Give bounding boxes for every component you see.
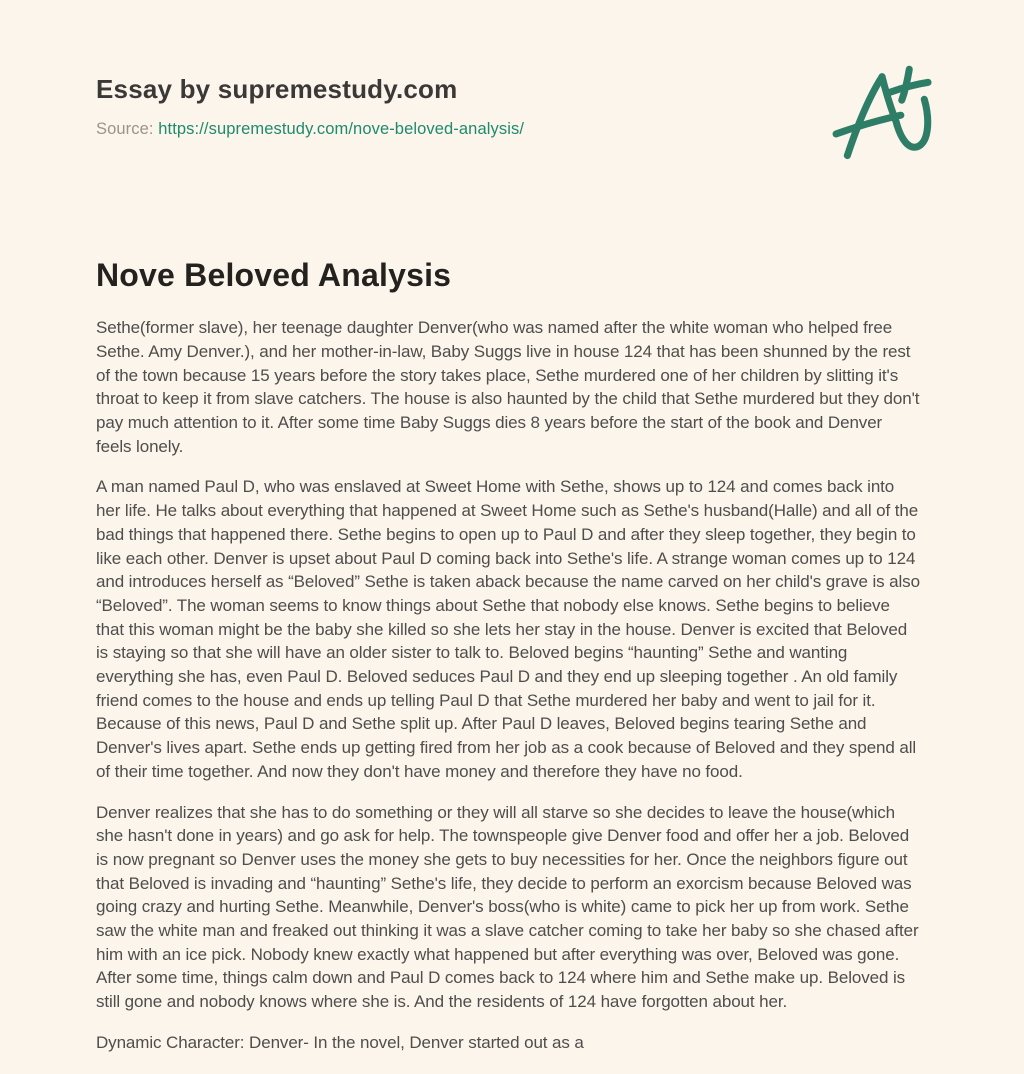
essay-paragraph: Sethe(former slave), her teenage daughter Denver(who was named after the white woman who helped free Sethe. Amy Denver.), and her mother-in-law, Baby Suggs live in house 124 that has been shunned by the rest of the town because 15 years before the story takes place, Sethe murdered one of her children by slitting it's throat to keep it from slave catchers. The house is also haunted by the child that Sethe murdered but they don't pay much attention to it. After some time Baby Suggs dies 8 years before the start of the book and Denver feels lonely.	[96, 318, 920, 456]
essay-body	[96, 316, 922, 1054]
essay-paragraph: Dynamic Character: Denver- In the novel, Denver started out as a	[96, 1032, 584, 1052]
page-header	[96, 74, 922, 139]
source-label: Source:	[96, 120, 154, 139]
site-title: Essay by supremestudy.com	[96, 74, 458, 104]
source-line	[96, 120, 922, 139]
essay-content	[96, 255, 922, 1054]
essay-paragraph: Denver realizes that she has to do something or they will all starve so she decides to leave the house(which she hasn't done in years) and go ask for help. The townspeople give Denver food and offer her a job. Beloved is now pregnant so Denver uses the money she gets to buy necessities for her. Once the neighbors figure out that Beloved is invading and “haunting” Sethe's life, they decide to perform an exorcism because Beloved was going crazy and hurting Sethe. Meanwhile, Denver's boss(who is white) came to pick her up from work. Sethe saw the white man and freaked out thinking it was a slave catcher coming to take her baby so she chased after him with an ice pick. Nobody knew exactly what happened but after everything was over, Beloved was gone. After some time, things calm down and Paul D comes back to 124 where him and Sethe make up. Beloved is still gone and nobody knows where she is. And the residents of 124 have forgotten about her.	[96, 802, 919, 1012]
source-link[interactable]: https://supremestudy.com/nove-beloved-analysis/	[158, 120, 524, 139]
essay-paragraph: A man named Paul D, who was enslaved at Sweet Home with Sethe, shows up to 124 and comes back into her life. He talks about everything that happened at Sweet Home such as Sethe's husband(Halle) and all of the bad things that happened there. Sethe begins to open up to Paul D and after they sleep together, they begin to like each other. Denver is upset about Paul D coming back into Sethe's life. A strange woman comes up to 124 and introduces herself as “Beloved” Sethe is taken aback because the name carved on her child's grave is also “Beloved”. The woman seems to know things about Sethe that nobody else knows. Sethe begins to believe that this woman might be the baby she killed so she lets her stay in the house. Denver is excited that Beloved is staying so that she will have an older sister to talk to. Beloved begins “haunting” Sethe and wanting everything she has, even Paul D. Beloved seduces Paul D and they end up sleeping together . An old family friend comes to the house and ends up telling Paul D that Sethe murdered her baby and went to jail for it. Because of this news, Paul D and Sethe split up. After Paul D leaves, Beloved begins tearing Sethe and Denver's lives apart. Sethe ends up getting fired from her job as a cook because of Beloved and they spend all of their time together. And now they don't have money and therefore they have no food.	[96, 477, 920, 781]
a-plus-logo-icon	[822, 57, 944, 165]
essay-title: Nove Beloved Analysis	[96, 257, 452, 294]
